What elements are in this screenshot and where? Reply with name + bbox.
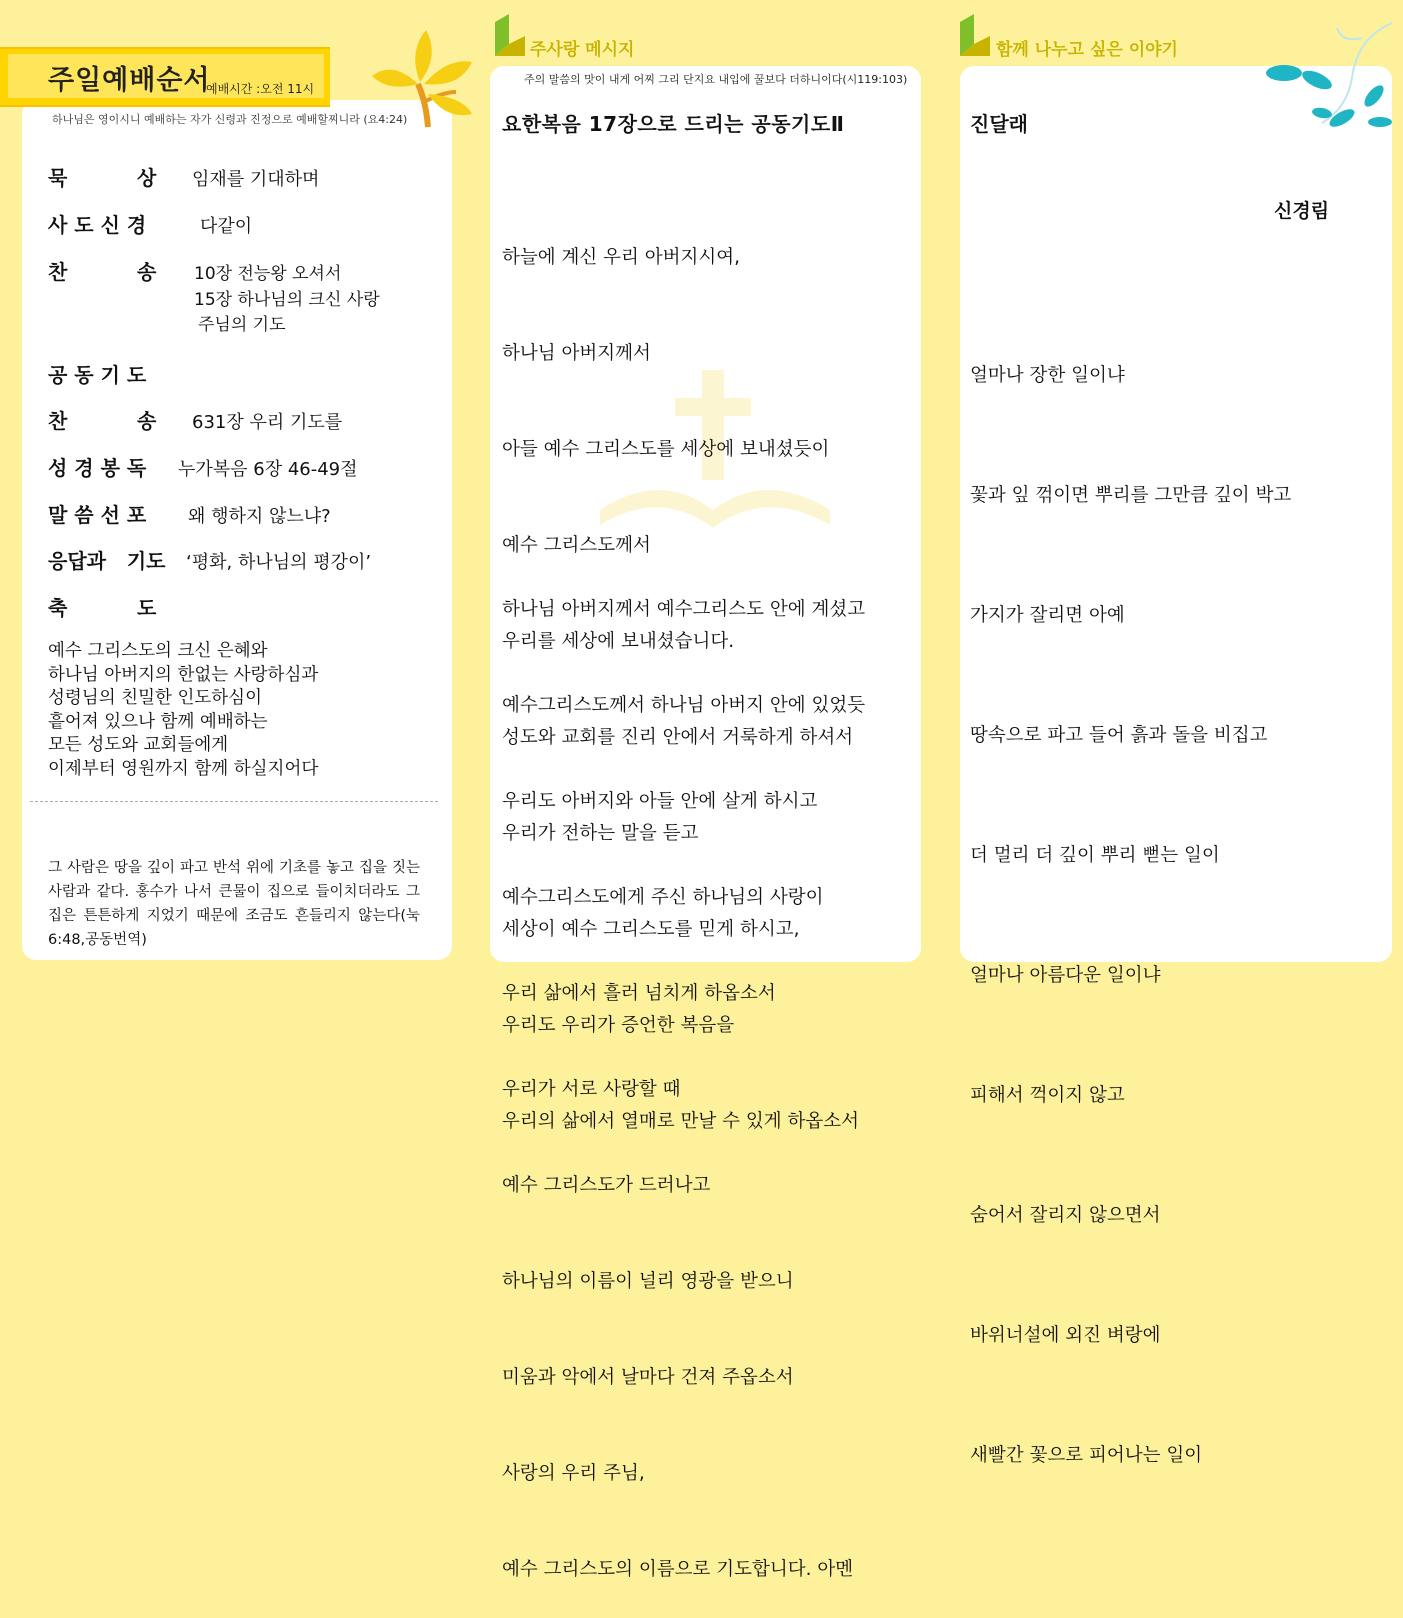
benediction-line: 하나님 아버지의 한없는 사랑하심과 [48, 664, 319, 685]
prayer-line: 우리가 전하는 말을 듣고 [502, 823, 699, 844]
benediction-line: 이제부터 영원까지 함께 하실지어다 [48, 758, 319, 779]
benediction-line: 모든 성도와 교회들에게 [48, 735, 229, 755]
service-time: 예배시간 :오전 11시 [206, 82, 315, 96]
poem-line: 땅속으로 파고 들어 흙과 돌을 비집고 [970, 725, 1268, 746]
divider [30, 801, 438, 802]
prayer-line: 예수 그리스도가 드러나고 [502, 1175, 711, 1196]
benediction-line: 예수 그리스도의 크신 은혜와 [48, 641, 268, 661]
poem-line: 새빨간 꽃으로 피어나는 일이 [970, 1445, 1203, 1466]
order-value: 다같이 [200, 216, 253, 237]
prayer-line: 우리 삶에서 흘러 넘치게 하옵소서 [502, 983, 776, 1004]
poem-line: 얼마나 장한 일이냐 [970, 365, 1125, 386]
prayer-line: 하늘에 계신 우리 아버지시여, [502, 247, 740, 268]
prayer-line: 하나님의 이름이 널리 영광을 받으니 [502, 1271, 794, 1292]
prayer-line: 우리를 세상에 보내셨습니다. [502, 631, 735, 652]
poem-line: 피해서 꺽이지 않고 [970, 1085, 1125, 1106]
order-label: 성 경 봉 독 [48, 456, 147, 480]
order-value: 15장 하나님의 크신 사랑 [194, 290, 380, 310]
poem-line: 바위너설에 외진 벼랑에 [970, 1325, 1161, 1346]
order-value: 10장 전능왕 오셔서 [194, 264, 342, 284]
order-label: 사 도 신 경 [48, 213, 147, 237]
order-label: 공 동 기 도 [48, 363, 147, 387]
message-verse: 주의 말씀의 맛이 내게 어찌 그리 단지요 내입에 꿀보다 더하니이다(시119:103) [524, 73, 908, 86]
poem-author: 신경림 [1274, 200, 1330, 222]
order-value: 왜 행하지 않느냐? [188, 506, 331, 527]
prayer-title: 요한복음 17장으로 드리는 공동기도Ⅱ [502, 112, 845, 136]
order-label: 응답과 기도 [48, 549, 166, 573]
story-header-icon [958, 14, 992, 58]
prayer-line: 예수 그리스도께서 [502, 535, 651, 556]
prayer-line: 세상이 예수 그리스도를 믿게 하시고, [502, 919, 800, 940]
footer-verse: 그 사람은 땅을 깊이 파고 반석 위에 기초를 놓고 집을 짓는 사람과 같다. 홍수가 나서 큰물이 집으로 들이치더라도 그 집은 튼튼하게 지었기 때문에 조금도 흔들리지 않는다(눅6:48,공동번역) [48, 860, 420, 948]
message-header-icon [493, 14, 527, 58]
order-label: 묵 상 [48, 166, 157, 190]
order-label: 축 도 [48, 596, 157, 620]
order-label: 찬 송 [48, 409, 157, 433]
benediction-line: 성령님의 친밀한 인도하심이 [48, 688, 262, 708]
order-value: 주님의 기도 [198, 315, 286, 335]
poem-line: 꽃과 잎 꺾이면 뿌리를 그만큼 깊이 박고 [970, 485, 1292, 506]
message-header: 주사랑 메시지 [530, 40, 635, 60]
prayer-line: 우리도 우리가 증언한 복음을 [502, 1015, 735, 1036]
order-value: 임재를 기대하며 [192, 169, 320, 190]
benediction-line: 흩어져 있으나 함께 예배하는 [48, 711, 268, 732]
prayer-line: 예수그리스도에게 주신 하나님의 사랑이 [502, 887, 824, 908]
benediction-text [48, 640, 318, 781]
vine-leaves-icon [1262, 18, 1397, 133]
poem-body [970, 276, 1291, 1516]
poem-line: 더 멀리 더 깊이 뿌리 뻗는 일이 [970, 845, 1220, 866]
prayer-line: 우리가 서로 사랑할 때 [502, 1079, 681, 1100]
order-value: 누가복음 6장 46-49절 [178, 459, 358, 480]
prayer-line: 성도와 교회를 진리 안에서 거룩하게 하셔서 [502, 727, 854, 748]
poem-line: 숨어서 잘리지 않으면서 [970, 1205, 1161, 1226]
poem-title: 진달래 [970, 112, 1028, 136]
order-title: 주일예배순서 [48, 65, 211, 96]
prayer-line: 사랑의 우리 주님, [502, 1463, 645, 1484]
story-header: 함께 나누고 싶은 이야기 [996, 40, 1178, 60]
prayer-line: 예수그리스도께서 하나님 아버지 안에 있었듯 [502, 695, 866, 716]
prayer-line: 예수 그리스도의 이름으로 기도합니다. 아멘 [502, 1559, 854, 1580]
prayer-paragraph-2 [502, 530, 865, 1618]
prayer-line: 미움과 악에서 날마다 건져 주옵소서 [502, 1367, 794, 1388]
prayer-line: 아들 예수 그리스도를 세상에 보내셨듯이 [502, 439, 830, 460]
prayer-line: 우리의 삶에서 열매로 만날 수 있게 하옵소서 [502, 1111, 859, 1132]
prayer-line: 하나님 아버지께서 예수그리스도 안에 계셨고 [502, 599, 866, 620]
order-label: 찬 송 [48, 260, 157, 284]
order-value: 631장 우리 기도를 [192, 412, 343, 433]
poem-line: 얼마나 아름다운 일이냐 [970, 965, 1161, 986]
tree-leaf-icon [368, 22, 478, 132]
order-value: ‘평화, 하나님의 평강이’ [186, 552, 372, 573]
order-verse: 하나님은 영이시니 예배하는 자가 신령과 진정으로 예배할찌니라 (요4:24) [52, 113, 408, 126]
poem-line: 가지가 잘리면 아예 [970, 605, 1125, 626]
prayer-line: 하나님 아버지께서 [502, 343, 651, 364]
order-label: 말 씀 선 포 [48, 503, 147, 527]
prayer-line: 우리도 아버지와 아들 안에 살게 하시고 [502, 791, 818, 812]
